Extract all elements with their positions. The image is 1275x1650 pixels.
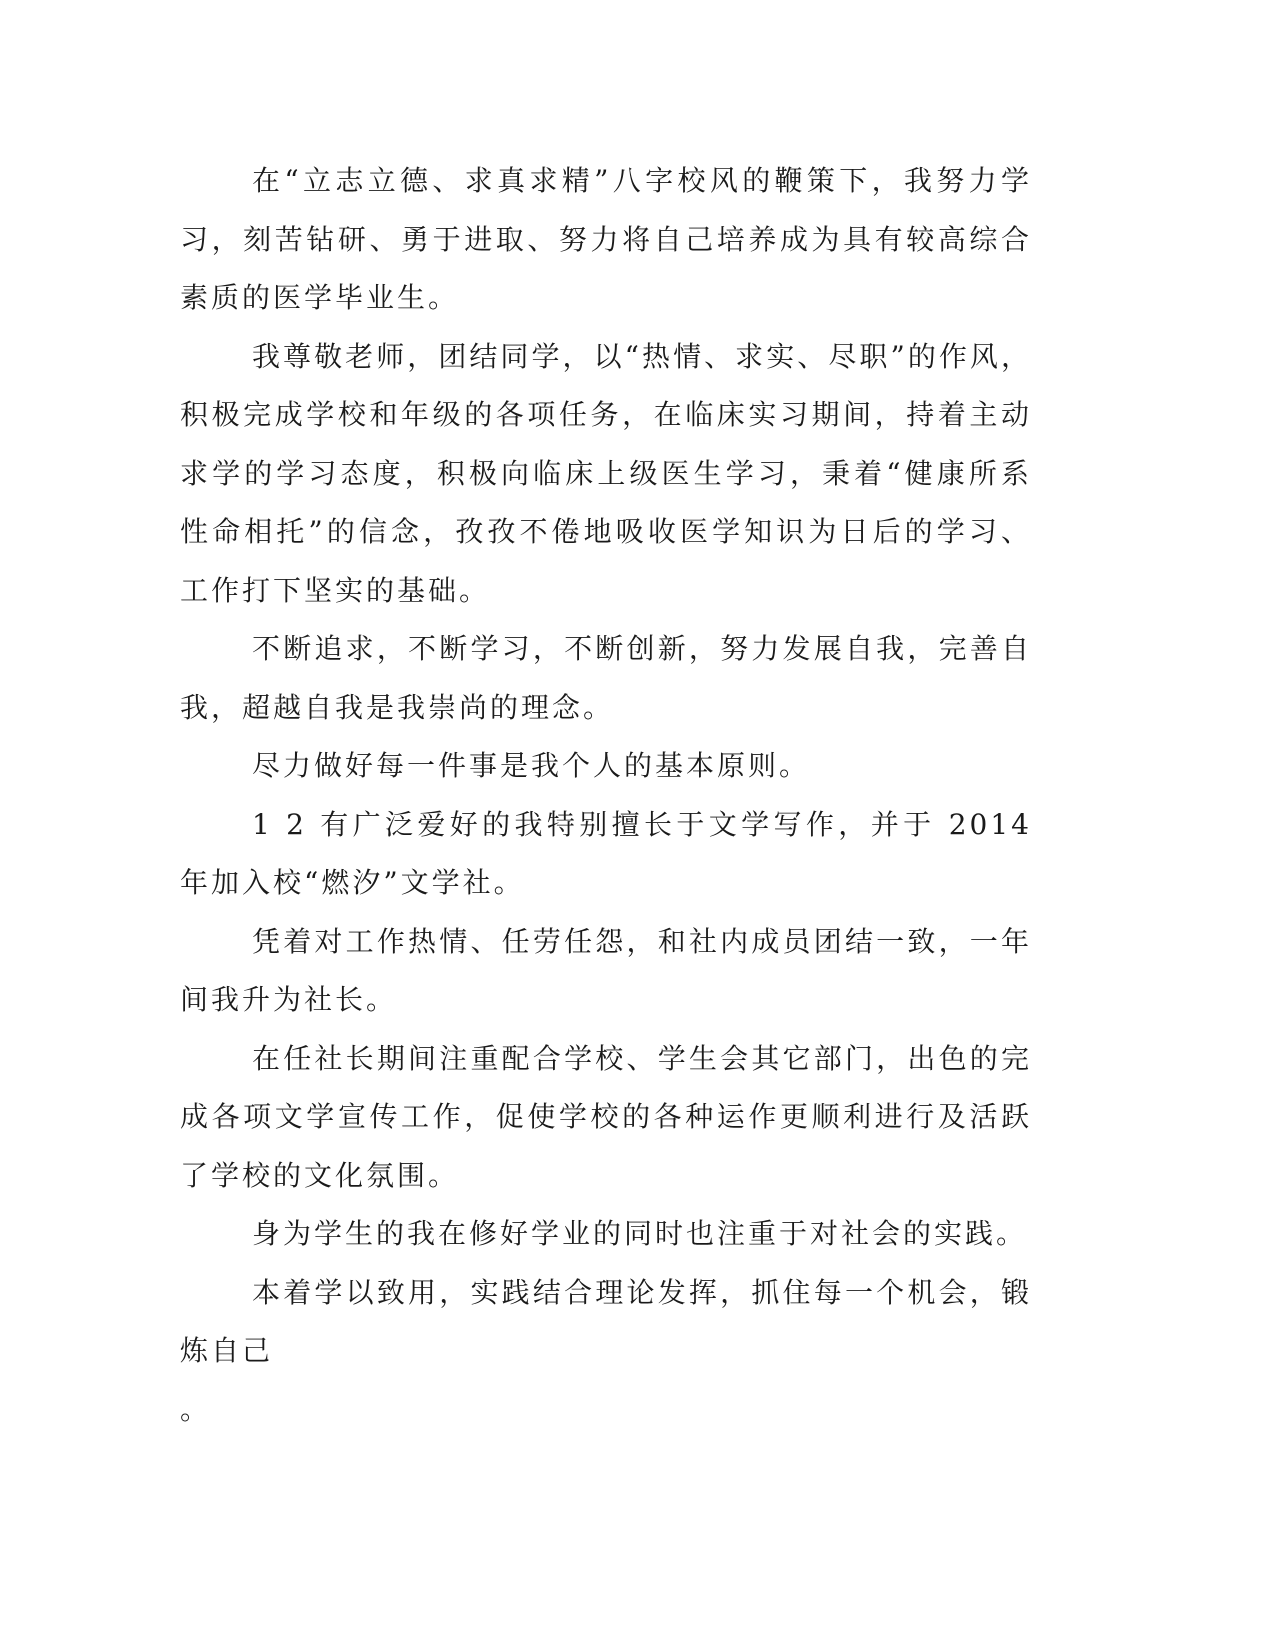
paragraph-6: 凭着对工作热情、任劳任怨，和社内成员团结一致，一年间我升为社长。 (180, 924, 1032, 1016)
paragraph-4: 尽力做好每一件事是我个人的基本原则。 (252, 749, 811, 782)
paragraph-8: 身为学生的我在修好学业的同时也注重于对社会的实践。 (252, 1217, 1028, 1250)
paragraph-2: 我尊敬老师，团结同学，以“热情、求实、尽职”的作风，积极完成学校和年级的各项任务，在临床实习期间，持着主动求学的学习态度，积极向临床上级医生学习，秉着“健康所系性命相托”的信念，孜孜不倦地吸收医学知识为日后的学习、工作打下坚实的基础。 (180, 339, 1032, 607)
paragraph-7: 在任社长期间注重配合学校、学生会其它部门，出色的完成各项文学宣传工作，促使学校的各种运作更顺利进行及活跃了学校的文化氛围。 (180, 1041, 1032, 1192)
paragraph-9: 本着学以致用，实践结合理论发挥，抓住每一个机会，锻炼自己 (180, 1275, 1032, 1367)
paragraph-5: 1 2 有广泛爱好的我特别擅长于文学写作，并于 2014 年加入校“燃汐”文学社。 (180, 807, 1032, 899)
paragraph-3: 不断追求，不断学习，不断创新，努力发展自我，完善自我，超越自我是我崇尚的理念。 (180, 632, 1032, 724)
paragraph-1: 在“立志立德、求真求精”八字校风的鞭策下，我努力学习，刻苦钻研、勇于进取、努力将自己培养成为具有较高综合素质的医学毕业生。 (180, 164, 1032, 314)
document-body (180, 152, 1032, 1439)
paragraph-10: 。 (180, 1392, 212, 1426)
